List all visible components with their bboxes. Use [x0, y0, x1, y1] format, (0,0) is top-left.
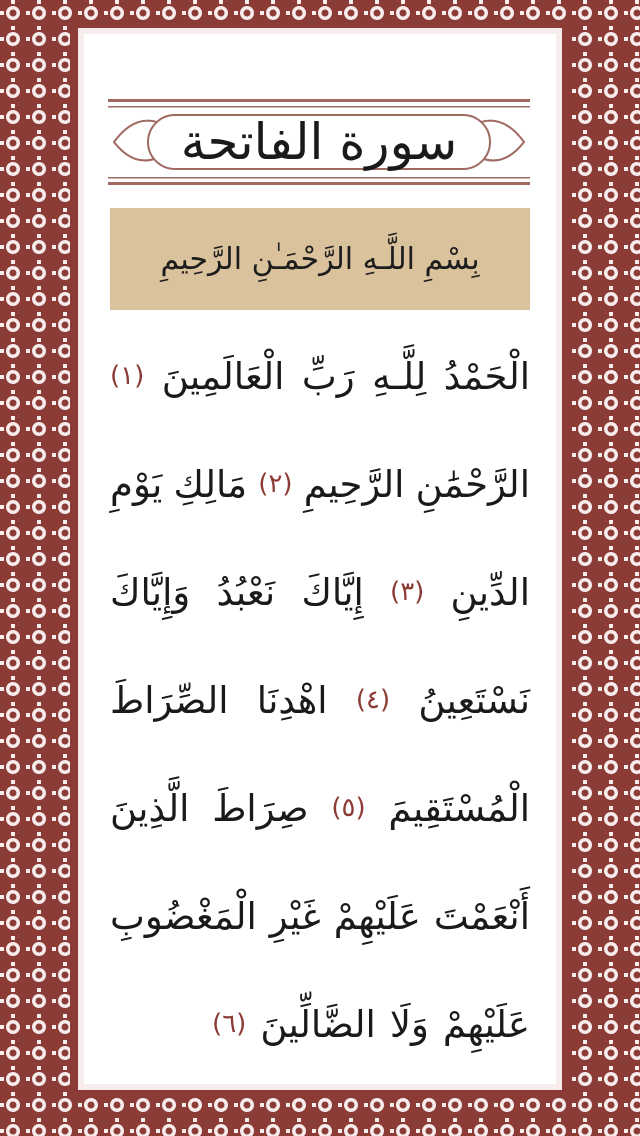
surah-title-cartouche — [108, 97, 530, 187]
word: إِيَّاكَ — [301, 570, 364, 614]
word: أَنْعَمْتَ — [433, 894, 530, 938]
word: الْعَالَمِينَ — [161, 354, 285, 398]
word: الْمَغْضُوبِ — [110, 894, 257, 938]
word: الدِّينِ — [450, 570, 530, 614]
verse-line — [110, 970, 530, 1078]
word: الضَّالِّينَ — [260, 1002, 376, 1046]
verse-line — [110, 322, 530, 430]
verses-block — [110, 322, 530, 1078]
word: لِلَّـهِ — [372, 354, 427, 398]
word: الْمُسْتَقِيمَ — [388, 786, 530, 830]
verse-number-marker: (٦) — [212, 1009, 247, 1039]
verse-number-marker: (٥) — [331, 793, 366, 823]
word: وَلَا — [389, 1002, 429, 1046]
surah-title: سورة الفاتحة — [180, 113, 458, 171]
word: رَبِّ — [301, 354, 355, 398]
verse-number-marker: (٣) — [390, 577, 425, 607]
word: الرَّحِيمِ — [303, 462, 405, 506]
basmala-band — [110, 208, 530, 310]
verse-number-marker: (٢) — [258, 469, 293, 499]
verse-line — [110, 538, 530, 646]
basmala-text: بِسْمِ اللَّـهِ الرَّحْمَـٰنِ الرَّحِيمِ — [160, 241, 480, 277]
word: عَلَيْهِمْ — [333, 894, 421, 938]
word: نَسْتَعِينُ — [418, 678, 530, 722]
word: عَلَيْهِمْ — [442, 1002, 530, 1046]
verse-line — [110, 430, 530, 538]
word: غَيْرِ — [269, 894, 321, 938]
word: الْحَمْدُ — [443, 354, 530, 398]
verse-line — [110, 862, 530, 970]
verse-number-marker: (١) — [110, 361, 145, 391]
word: الَّذِينَ — [110, 786, 190, 830]
word: يَوْمِ — [110, 462, 163, 506]
word: نَعْبُدُ — [216, 570, 276, 614]
word: الرَّحْمَٰنِ — [415, 462, 530, 506]
word: وَإِيَّاكَ — [110, 570, 191, 614]
word: صِرَاطَ — [212, 786, 309, 830]
word: الصِّرَاطَ — [110, 678, 229, 722]
word: اهْدِنَا — [256, 678, 328, 722]
verse-number-marker: (٤) — [355, 685, 391, 715]
verse-line — [110, 646, 530, 754]
word: مَالِكِ — [173, 462, 248, 506]
verse-line — [110, 754, 530, 862]
